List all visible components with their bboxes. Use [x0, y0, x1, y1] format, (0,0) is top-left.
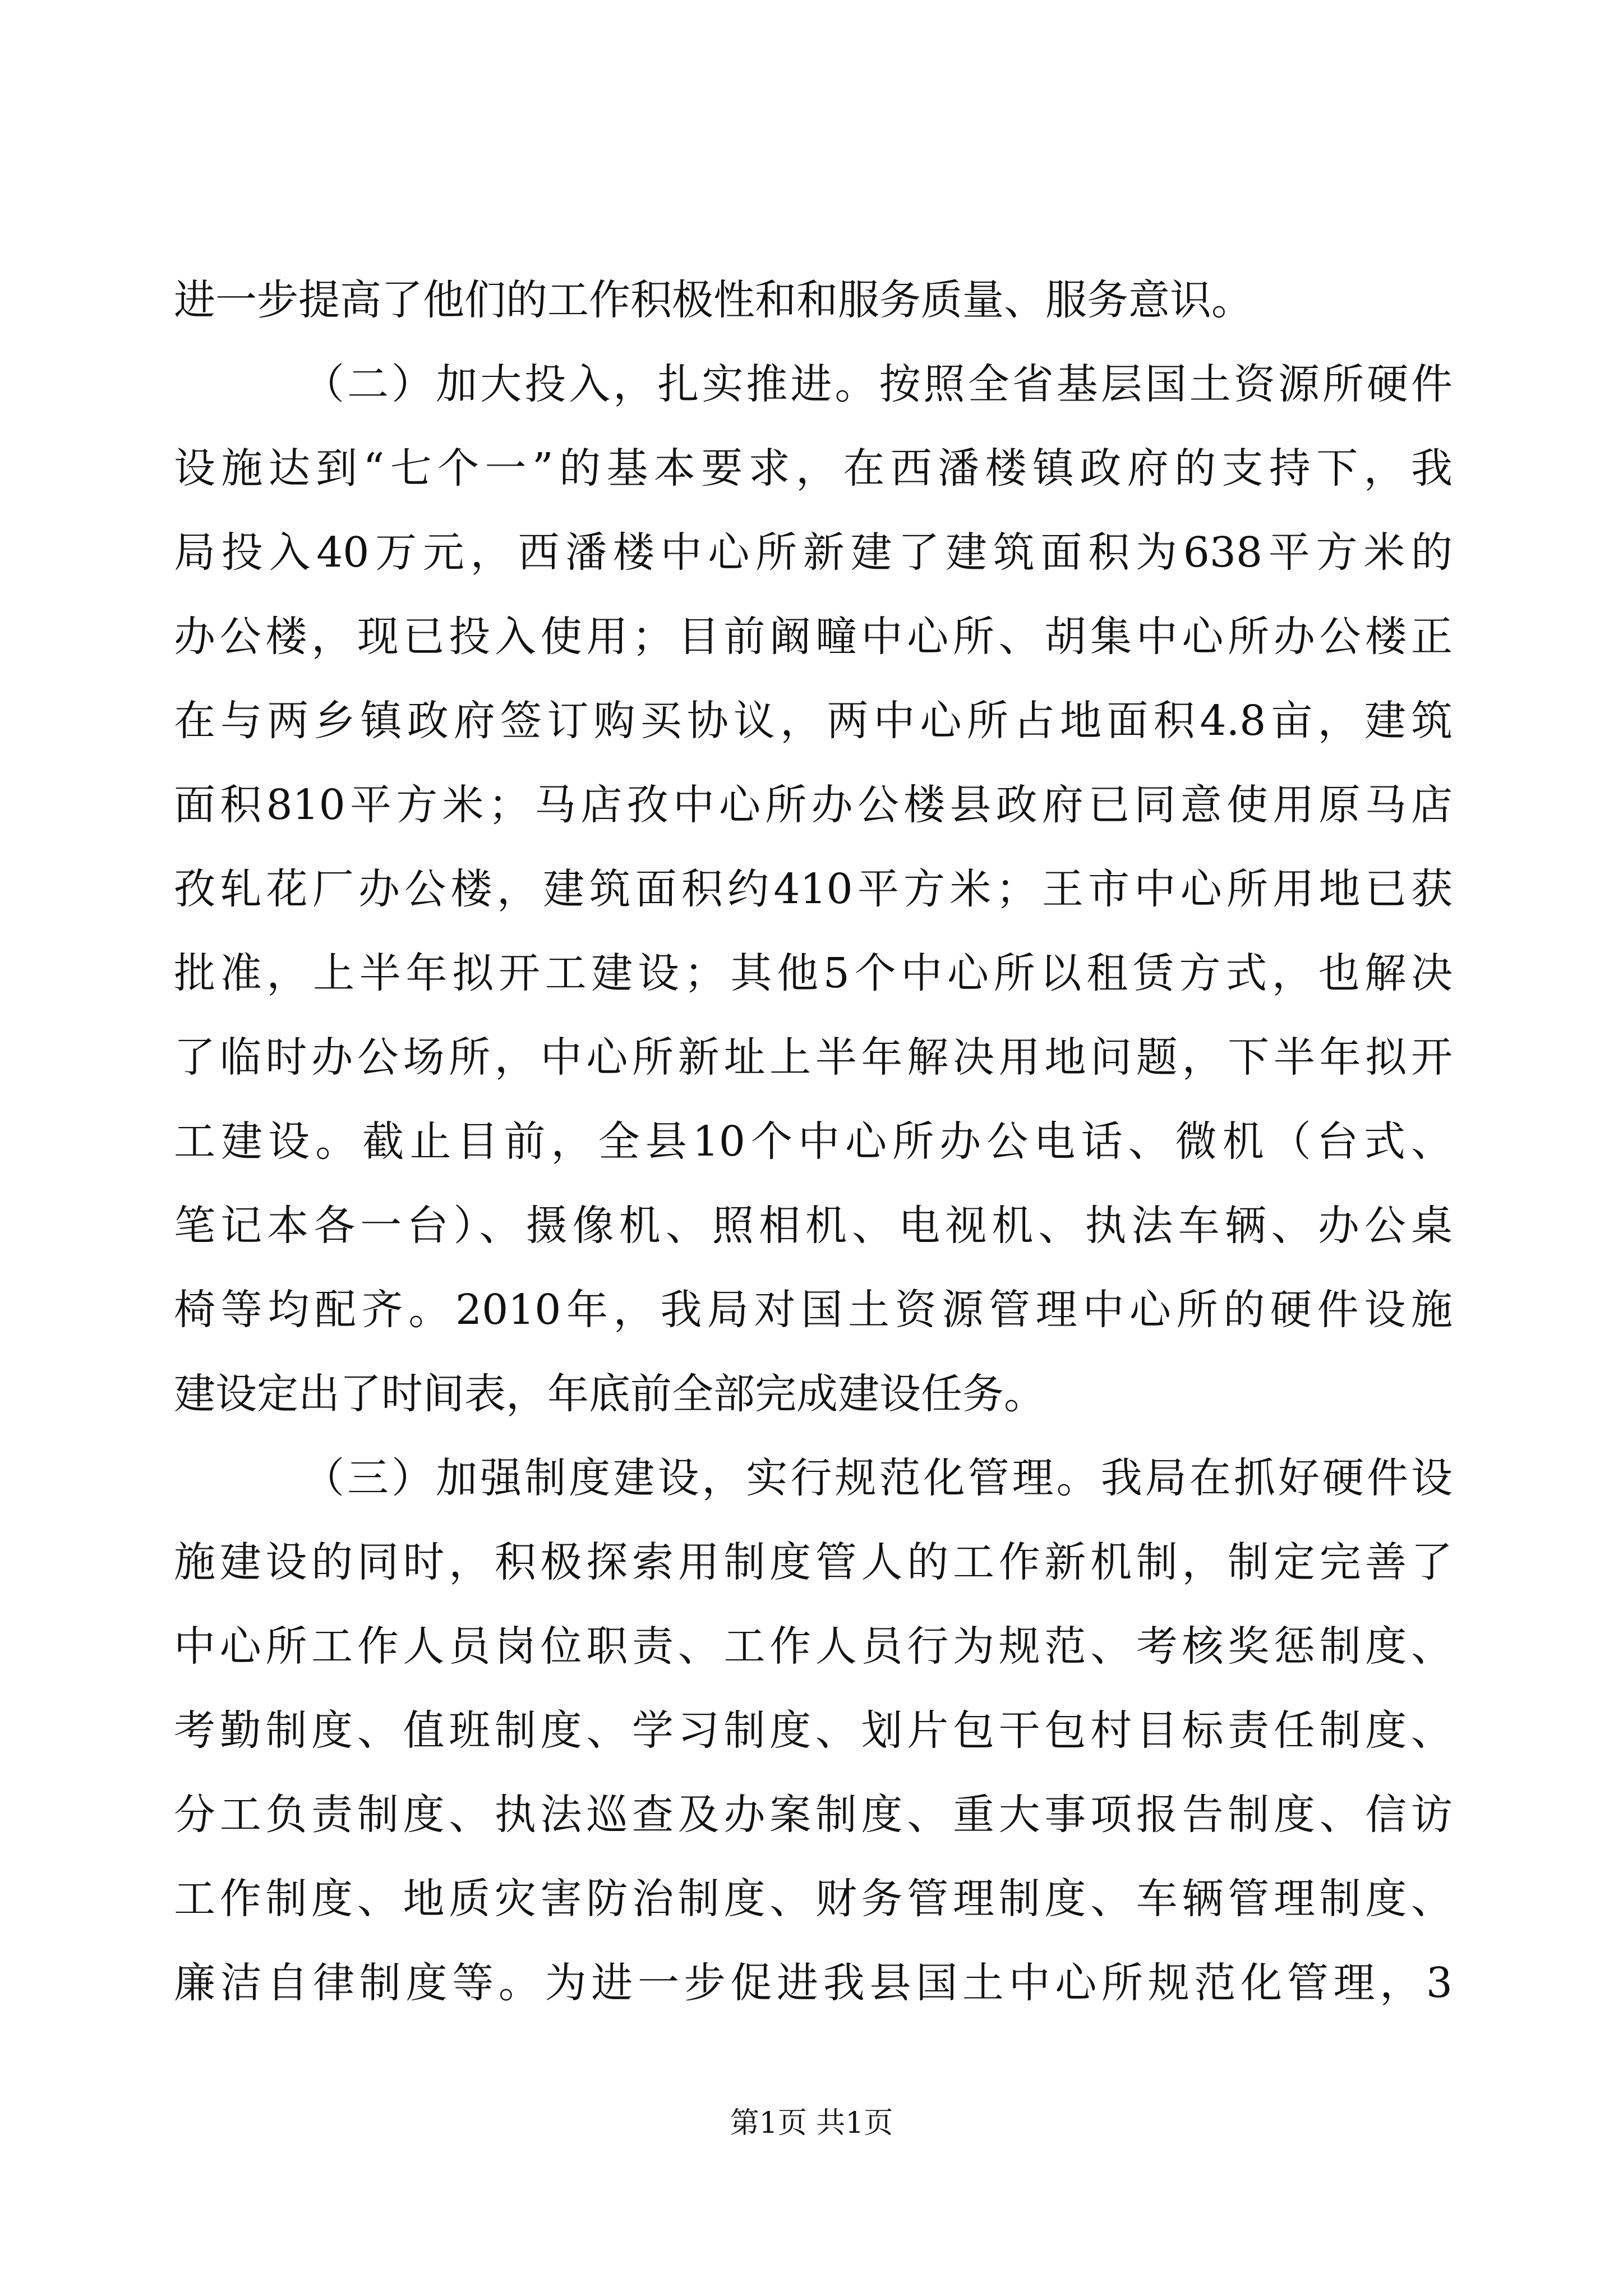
text-line: 设施达到“七个一”的基本要求，在西潘楼镇政府的支持下，我	[174, 444, 1453, 493]
text-line: 了临时办公场所，中心所新址上半年解决用地问题，下半年拟开	[174, 1033, 1453, 1082]
text-line: 批准，上半年拟开工建设；其他5个中心所以租赁方式，也解决	[174, 949, 1453, 997]
text-line: 椅等均配齐。2010年，我局对国土资源管理中心所的硬件设施	[174, 1286, 1453, 1334]
text-line: （二）加大投入，扎实推进。按照全省基层国土资源所硬件	[303, 360, 1453, 408]
text-line: 进一步提高了他们的工作积极性和和服务质量、服务意识。	[174, 276, 1253, 324]
text-line: 廉洁自律制度等。为进一步促进我县国土中心所规范化管理，3	[174, 1959, 1453, 2007]
text-line: （三）加强制度建设，实行规范化管理。我局在抓好硬件设	[303, 1454, 1453, 1502]
text-line: 中心所工作人员岗位职责、工作人员行为规范、考核奖惩制度、	[174, 1622, 1453, 1671]
text-line: 面积810平方米；马店孜中心所办公楼县政府已同意使用原马店	[174, 781, 1453, 829]
text-line: 施建设的同时，积极探索用制度管人的工作新机制，制定完善了	[174, 1538, 1453, 1586]
text-line: 办公楼，现已投入使用；目前阚疃中心所、胡集中心所办公楼正	[174, 613, 1453, 661]
page-footer: 第1页 共1页	[730, 2106, 893, 2140]
text-line: 局投入40万元，西潘楼中心所新建了建筑面积为638平方米的	[174, 528, 1453, 577]
text-line: 孜轧花厂办公楼，建筑面积约410平方米；王市中心所用地已获	[174, 865, 1453, 913]
text-line: 工建设。截止目前，全县10个中心所办公电话、微机（台式、	[174, 1117, 1453, 1166]
text-line: 分工负责制度、执法巡查及办案制度、重大事项报告制度、信访	[174, 1791, 1453, 1839]
text-line: 笔记本各一台）、摄像机、照相机、电视机、执法车辆、办公桌	[174, 1202, 1453, 1250]
text-line: 建设定出了时间表，年底前全部完成建设任务。	[174, 1370, 1045, 1418]
text-line: 工作制度、地质灾害防治制度、财务管理制度、车辆管理制度、	[174, 1875, 1453, 1923]
text-line: 在与两乡镇政府签订购买协议，两中心所占地面积4.8亩，建筑	[174, 697, 1453, 745]
text-line: 考勤制度、值班制度、学习制度、划片包干包村目标责任制度、	[174, 1706, 1453, 1755]
